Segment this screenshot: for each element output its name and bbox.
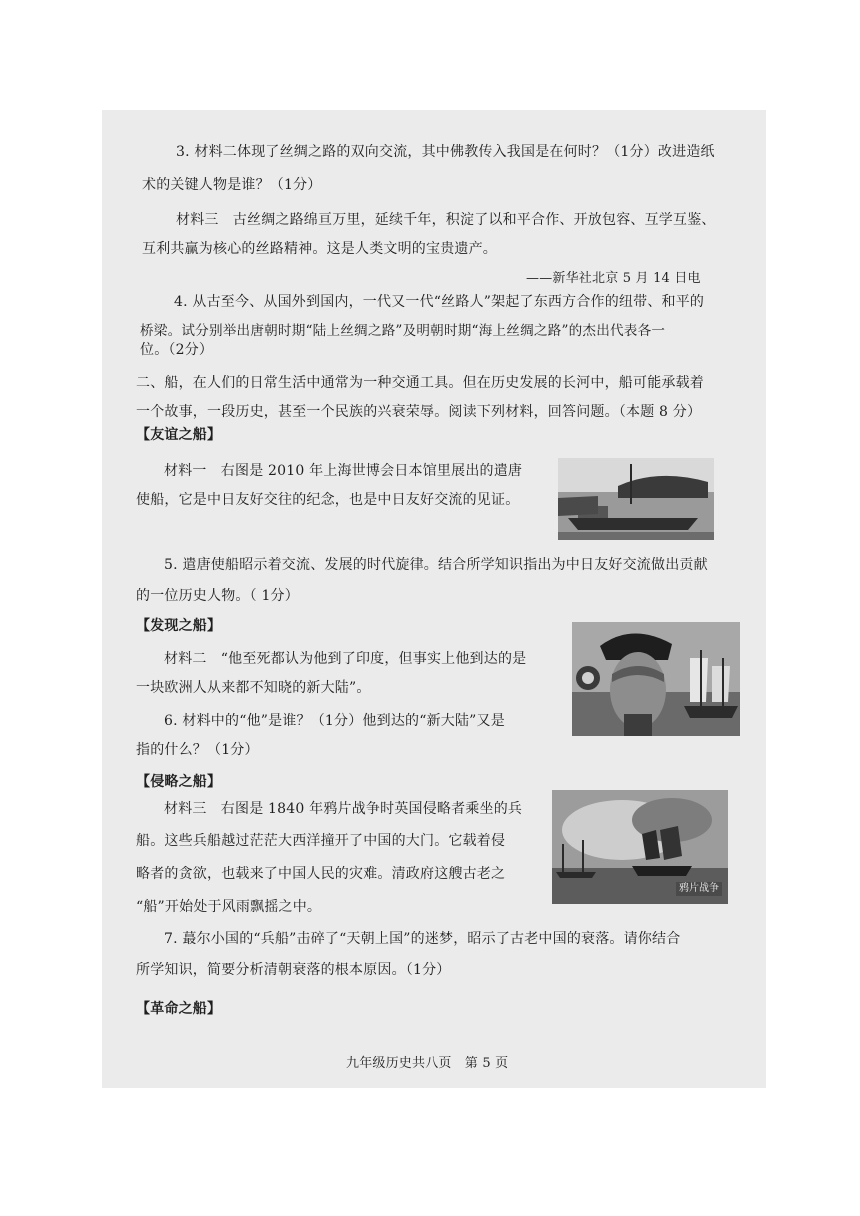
opium-war-warship-image (552, 790, 728, 904)
heading-invasion-ship: 【侵略之船】 (136, 774, 222, 790)
material-3-ship-line-4: “船”开始处于风雨飘摇之中。 (136, 899, 322, 915)
question-4-line-3: 位。（2分） (140, 342, 214, 358)
material-1-line-1: 材料一 右图是 2010 年上海世博会日本馆里展出的遣唐 (164, 463, 523, 479)
source-citation: ——新华社北京 5 月 14 日电 (526, 271, 701, 286)
question-6-line-1: 6. 材料中的“他”是谁？（1分）他到达的“新大陆”又是 (164, 713, 505, 729)
section-2-line-1: 二、船，在人们的日常生活中通常为一种交通工具。但在历史发展的长河中，船可能承载着 (136, 375, 704, 391)
question-3-line-2: 术的关键人物是谁？（1分） (142, 177, 322, 193)
material-3-silk-line-1: 材料三 古丝绸之路绵亘万里，延续千年，积淀了以和平合作、开放包容、互学互鉴、 (176, 212, 716, 228)
heading-revolution-ship: 【革命之船】 (136, 1001, 222, 1017)
question-5-line-2: 的一位历史人物。（ 1分） (136, 588, 299, 604)
material-3-ship-line-3: 略者的贪欲，也载来了中国人民的灾难。清政府这艘古老之 (136, 866, 506, 882)
heading-discovery-ship: 【发现之船】 (136, 618, 222, 634)
question-6-line-2: 指的什么？（1分） (136, 742, 259, 758)
columbus-portrait-image (572, 622, 740, 736)
section-2-line-2: 一个故事，一段历史，甚至一个民族的兴衰荣辱。阅读下列材料，回答问题。（本题 8 分） (136, 404, 702, 420)
material-2-line-2: 一块欧洲人从来都不知晓的新大陆”。 (136, 680, 371, 696)
question-4-line-2: 桥梁。试分别举出唐朝时期“陆上丝绸之路”及明朝时期“海上丝绸之路”的杰出代表各一 (140, 323, 666, 339)
question-7-line-2: 所学知识，简要分析清朝衰落的根本原因。（1分） (136, 962, 451, 978)
question-4-line-1: 4. 从古至今、从国外到国内，一代又一代“丝路人”架起了东西方合作的纽带、和平的 (174, 294, 705, 310)
material-2-line-1: 材料二 “他至死都认为他到了印度，但事实上他到达的是 (164, 651, 527, 667)
page-footer: 九年级历史共八页 第 5 页 (346, 1056, 509, 1071)
heading-friendship-ship: 【友谊之船】 (136, 427, 222, 443)
question-3-line-1: 3. 材料二体现了丝绸之路的双向交流，其中佛教传入我国是在何时？（1分）改进造纸 (176, 144, 715, 160)
material-3-ship-line-1: 材料三 右图是 1840 年鸦片战争时英国侵略者乘坐的兵 (164, 801, 523, 817)
material-3-ship-line-2: 船。这些兵船越过茫茫大西洋撞开了中国的大门。它载着侵 (136, 833, 506, 849)
question-5-line-1: 5. 遣唐使船昭示着交流、发展的时代旋律。结合所学知识指出为中日友好交流做出贡献 (164, 557, 708, 573)
material-1-line-2: 使船，它是中日友好交往的纪念，也是中日友好交流的见证。 (136, 492, 520, 508)
image-caption-stamp: 鸦片战争 (676, 882, 722, 896)
material-3-silk-line-2: 互利共赢为核心的丝路精神。这是人类文明的宝贵遗产。 (142, 241, 497, 257)
japan-pavilion-envoy-ship-image (558, 458, 714, 540)
question-7-line-1: 7. 蕞尔小国的“兵船”击碎了“天朝上国”的迷梦，昭示了古老中国的衰落。请你结合 (164, 931, 681, 947)
